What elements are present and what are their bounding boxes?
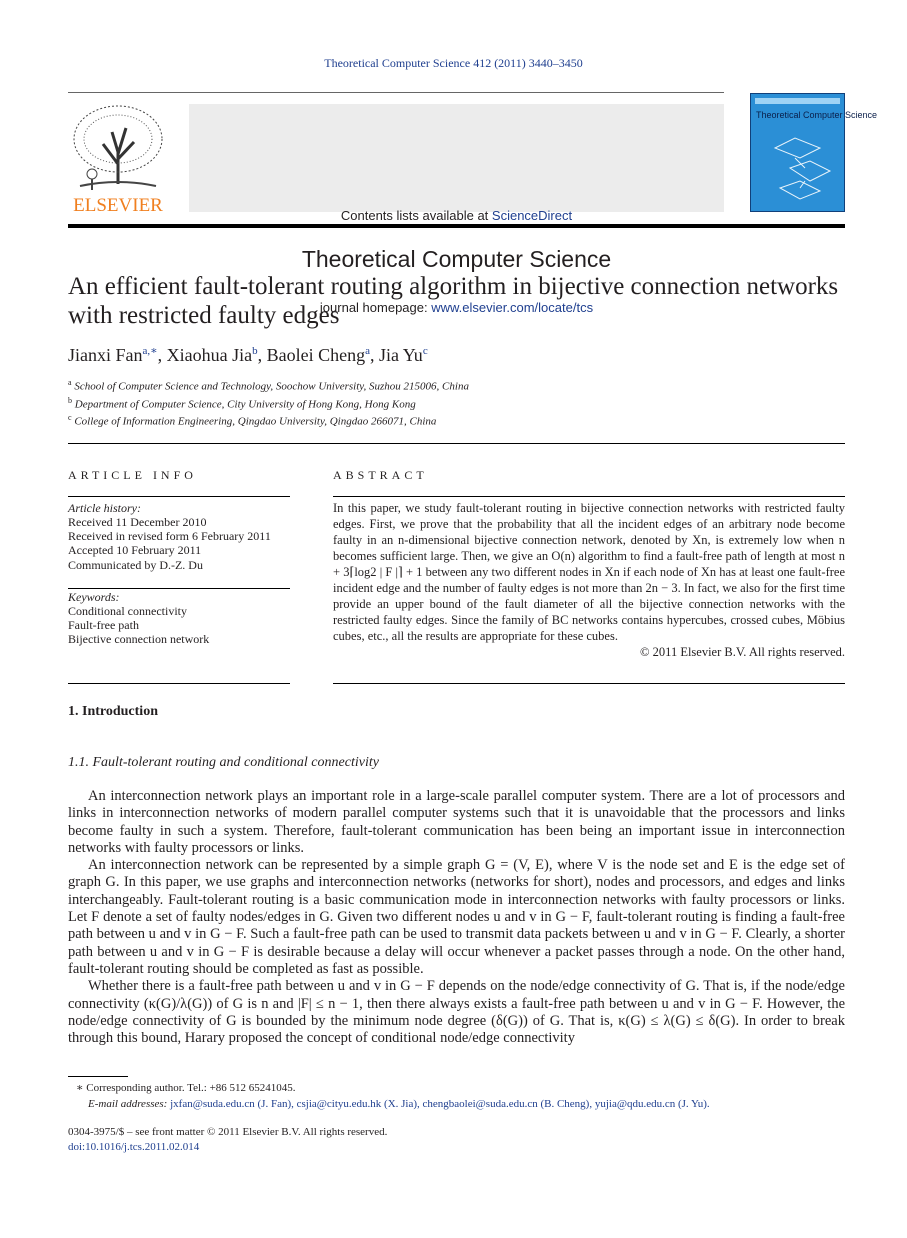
affiliation-text: School of Computer Science and Technology, Soochow University, Suzhou 215006, China <box>74 380 469 393</box>
contents-prefix: Contents lists available at <box>340 208 492 223</box>
affiliation-text: College of Information Engineering, Qingdao University, Qingdao 266071, China <box>74 415 437 428</box>
journal-name: Theoretical Computer Science <box>301 246 612 272</box>
author-separator: , <box>257 345 267 365</box>
author-jia: Xiaohua Jia <box>166 345 253 365</box>
email-label: E-mail addresses: <box>88 1098 171 1110</box>
affiliation-b <box>68 396 416 411</box>
history-accepted: Accepted 10 February 2011 <box>68 543 202 557</box>
keywords-label: Keywords: <box>68 590 120 604</box>
author-separator: , <box>157 345 167 365</box>
article-info-heading: ARTICLE INFO <box>68 468 197 482</box>
contents-line <box>189 208 724 223</box>
abstract-text: In this paper, we study fault-tolerant routing in bijective connection networks with restricted faulty edges. First, we prove that the probability that all the incident edges of an arbitrary node become faulty in an n-dimensional bijective connection network, denoted by Xn, is extremely low when n becomes sufficient large. Then, we give an O(n) algorithm to find a fault-free path of length at most n + 3⌈log2 | F |⌉ + 1 between any two different nodes in Xn if each node of Xn has at least one fault-free incident edge and the number of faulty edges is not more than 2n − 3. In fact, we also for the first time provide an upper bound of the fault diameter of all the bijective connection networks with the restricted faulty edges. Since the family of BC networks contains hypercubes, crossed cubes, Möbius cubes, etc., all the results are appropriate for these cubes. <box>333 501 845 643</box>
issn-line: 0304-3975/$ – see front matter © 2011 Elsevier B.V. All rights reserved. <box>68 1126 388 1138</box>
author-yu: Jia Yu <box>378 345 423 365</box>
abstract-rule <box>333 683 845 684</box>
history-label: Article history: <box>68 501 141 515</box>
affiliation-mark: a <box>68 378 72 387</box>
running-head[interactable]: Theoretical Computer Science 412 (2011) 3440–3450 <box>324 56 583 70</box>
author-cheng: Baolei Cheng <box>266 345 366 365</box>
author-fan: Jianxi Fan <box>68 345 143 365</box>
paragraph: Whether there is a fault-free path between u and v in G − F depends on the node/edge connectivity of G. That is, if the node/edge connectivity (κ(G)/λ(G)) of G is n and |F| ≤ n − 1, then there always exists a fault-free path between u and v in G − F. However, the node/edge connectivity of G is bounded by the minimum node degree (δ(G)) of G. That is, κ(G) ≤ λ(G) ≤ δ(G). In order to break through this bound, Harary proposed the concept of conditional node/edge connectivity <box>68 978 845 1047</box>
affiliation-text: Department of Computer Science, City University of Hong Kong, Hong Kong <box>74 398 416 411</box>
abstract-body <box>333 500 845 660</box>
email-links[interactable]: jxfan@suda.edu.cn (J. Fan), csjia@cityu.edu.hk (X. Jia), chengbaolei@suda.edu.cn (B. Cheng), yujia@qdu.edu.cn (J. Yu). <box>170 1098 710 1110</box>
article-info-rule <box>68 683 290 684</box>
body-text <box>68 788 845 1047</box>
sciencedirect-link[interactable]: ScienceDirect <box>491 208 573 223</box>
affiliation-c <box>68 413 436 428</box>
abstract-rule <box>333 496 845 497</box>
article-title: An efficient fault-tolerant routing algorithm in bijective connection networks with restricted faulty edges <box>68 273 839 329</box>
author-separator: , <box>369 345 379 365</box>
journal-cover-image <box>750 93 878 212</box>
article-info-rule <box>68 496 290 497</box>
abstract-copyright: © 2011 Elsevier B.V. All rights reserved. <box>640 645 845 659</box>
section-heading: 1. Introduction <box>68 704 158 719</box>
header-thick-rule <box>68 224 845 228</box>
keyword-item: Conditional connectivity <box>68 604 187 618</box>
elsevier-tree-logo <box>68 104 168 214</box>
cover-title: Theoretical Computer Science <box>756 110 878 120</box>
subsection-heading: 1.1. Fault-tolerant routing and conditional connectivity <box>68 755 379 770</box>
author-yu-mark[interactable]: c <box>422 345 428 357</box>
homepage-prefix: journal homepage: <box>319 300 432 315</box>
keyword-item: Fault-free path <box>68 618 139 632</box>
top-rule <box>68 92 724 93</box>
homepage-link[interactable]: www.elsevier.com/locate/tcs <box>431 300 594 315</box>
email-addresses <box>88 1098 710 1110</box>
article-info-rule <box>68 588 290 589</box>
corresponding-author-note: ∗ Corresponding author. Tel.: +86 512 65241045. <box>76 1082 296 1094</box>
paragraph: An interconnection network can be represented by a simple graph G = (V, E), where V is the node set and E is the edge set of graph G. In this paper, we use graphs and interconnection networks (networks for short), nodes and processors, and edges and links interchangeably. Fault-tolerant routing is a basic communication mode in interconnection networks with faulty processors or links. Let F denote a set of faulty nodes/edges in G. Given two different nodes u and v in G − F, fault-tolerant routing is finding a fault-free path between u and v in G − F. Such a fault-free path can be used to transmit data packets between u and v in G − F. Clearly, a shorter path between u and v in G − F is desirable because a delay will occur whenever a packet passes through a node. On the other hand, fault-tolerant routing should be completed as fast as possible. <box>68 857 845 977</box>
elsevier-wordmark: ELSEVIER <box>73 195 163 216</box>
doi-link[interactable]: doi:10.1016/j.tcs.2011.02.014 <box>68 1141 200 1153</box>
history-communicated: Communicated by D.-Z. Du <box>68 558 203 572</box>
history-revised: Received in revised form 6 February 2011 <box>68 529 271 543</box>
footnote-rule <box>68 1076 128 1077</box>
affiliation-rule <box>68 443 845 444</box>
affiliation-mark: c <box>68 413 72 422</box>
paragraph: An interconnection network plays an important role in a large-scale parallel computer system. There are a lot of processors and links in interconnection networks of modern parallel computer systems such that it is unavoidable that the processors and links become faulty in such a system. Therefore, fault-tolerant communication has been being an important issue in interconnection networks with faulty processors or links. <box>68 788 845 856</box>
author-list <box>68 344 428 366</box>
author-fan-mark[interactable]: a,∗ <box>142 345 158 357</box>
keyword-item: Bijective connection network <box>68 632 210 646</box>
abstract-heading: ABSTRACT <box>333 468 428 482</box>
affiliation-a <box>68 378 469 393</box>
author-jia-mark[interactable]: b <box>252 345 258 357</box>
history-received: Received 11 December 2010 <box>68 515 207 529</box>
author-cheng-mark[interactable]: a <box>365 345 370 357</box>
affiliation-mark: b <box>68 396 72 405</box>
